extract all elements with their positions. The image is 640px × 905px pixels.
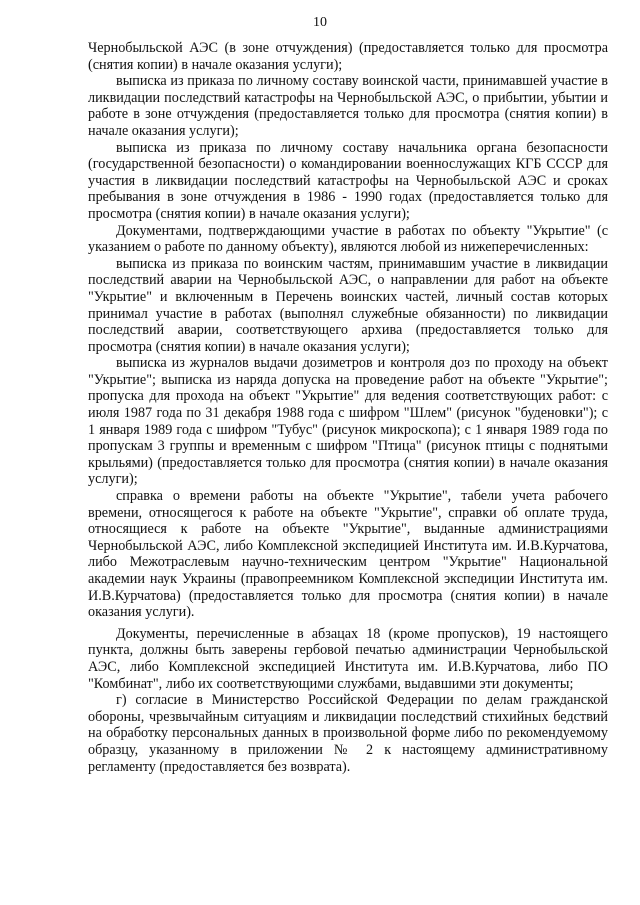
paragraph-ukrytie-military-order: выписка из приказа по воинским частям, принимавшим участие в ликвидации последствий аварии на Чернобыльской АЭС, о направлении для работ на объекте "Укрытие" и включенным в Перечень воинских частей, личный состав которых принимал участие в работах (выполнял служебные обязанности) по ликвидации последствий аварии, соответствующего архива (предоставляется только для просмотра (снятия копии) в начале оказания услуги);: [88, 255, 608, 355]
paragraph-kgb-extract: выписка из приказа по личному составу начальника органа безопасности (государственной безопасности) о командировании военнослужащих КГБ СССР для участия в ликвидации последствий катастрофы на Чернобыльской АЭС и сроках пребывания в зоне отчуждения в 1986 - 1990 годах (предоставляется только для просмотра (снятия копии) в начале оказания услуги);: [88, 139, 608, 222]
paragraph-certification-requirement: Документы, перечисленные в абзацах 18 (кроме пропусков), 19 настоящего пункта, должны быть заверены гербовой печатью администрации Чернобыльской АЭС, либо Комплексной экспедицией Института им. И.В.Курчатова, либо ПО "Комбинат", либо их соответствующими службами, выдавшими эти документы;: [88, 625, 608, 692]
page-number: 10: [313, 15, 327, 30]
paragraph-ukrytie-documents-intro: Документами, подтверждающими участие в работах по объекту "Укрытие" (с указанием о работе по данному объекту), являются любой из нижеперечисленных:: [88, 222, 608, 256]
paragraph-personal-data-consent: г) согласие в Министерство Российской Федерации по делам гражданской обороны, чрезвычайным ситуациям и ликвидации последствий стихийных бедствий на обработку персональных данных в произвольной форме либо по рекомендуемому образцу, указанному в приложении № 2 к настоящему административному регламенту (предоставляется без возврата).: [88, 692, 608, 775]
paragraph-military-unit-extract: выписка из приказа по личному составу воинской части, принимавшей участие в ликвидации последствий катастрофы на Чернобыльской АЭС, о прибытии, убытии и работе в зоне отчуждения (предоставляется только для просмотра (снятия копии) в начале оказания услуги);: [88, 73, 608, 139]
paragraph-dosimeter-log-extract: выписка из журналов выдачи дозиметров и контроля доз по проходу на объект "Укрытие"; выписка из наряда допуска на проведение работ на объекте "Укрытие"; пропуска для прохода на объект "Укрытие" для ведения соответствующих работ: с июля 1987 года по 31 декабря 1988 года с шифром "Шлем" (рисунок "буденовки"); с 1 января 1989 года с шифром "Тубус" (рисунок микроскопа); с 1 января 1989 года по пропускам 3 группы и временным с шифром "Птица" (рисунок птицы с поднятыми крыльями) (предоставляется только для просмотра (снятия копии) в начале оказания услуги);: [88, 355, 608, 488]
paragraph-work-time-certificate: справка о времени работы на объекте "Укрытие", табели учета рабочего времени, относящегося к работе на объекте "Укрытие", справки об оплате труда, относящиеся к работе на объекте "Укрытие", выданные администрациями Чернобыльской АЭС, либо Комплексной экспедицией Института им. И.В.Курчатова, либо Межотраслевым научно-техническим центром "Укрытие" Национальной академии наук Украины (правопреемником Комплексной экспедиции Института им. И.В.Курчатова) (предоставляется только для просмотра (снятия копии) в начале оказания услуги).: [88, 488, 608, 621]
paragraph-continuation: Чернобыльской АЭС (в зоне отчуждения) (предоставляется только для просмотра (снятия копии) в начале оказания услуги);: [88, 40, 608, 73]
document-body: [88, 40, 608, 775]
